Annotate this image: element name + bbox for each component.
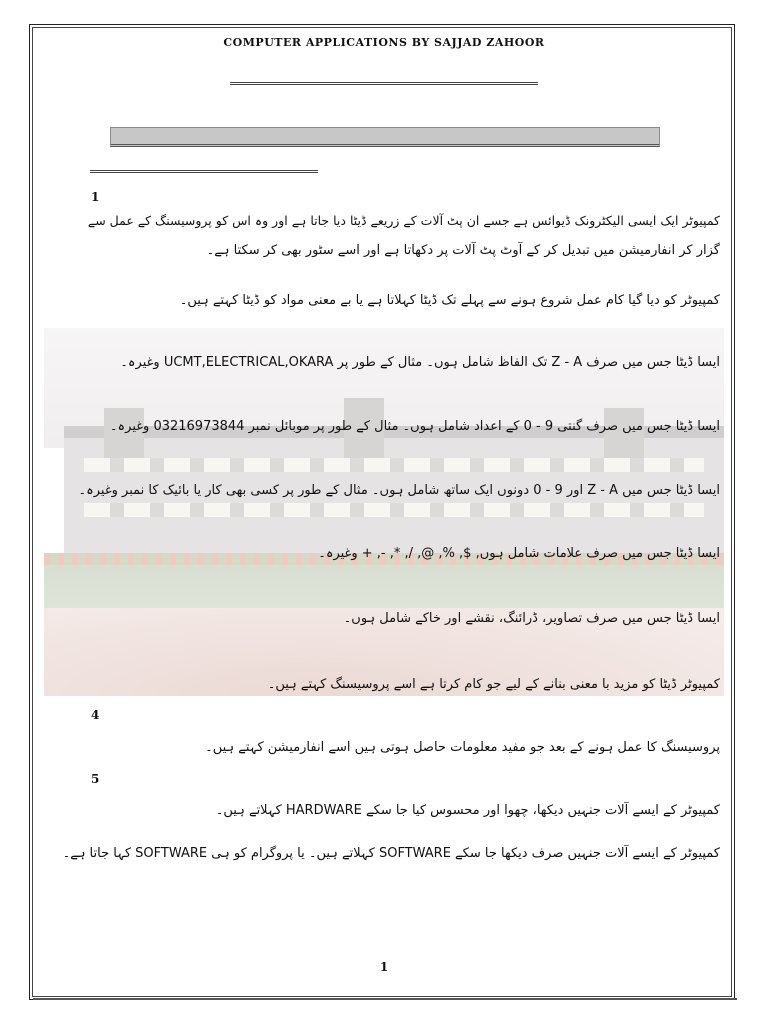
paragraph-line: ایسا ڈیٹا جس میں Z - A اور 9 - 0 دونوں ایک ساتھ شامل ہوں۔ مثال کے طور پر کسی بھی کار یا بائیک کا نمبر وغیرہ۔ <box>78 483 720 498</box>
paragraph-line: پروسیسنگ کا عمل ہونے کے بعد جو مفید معلومات حاصل ہوتی ہیں اسے انفارمیشن کہتے ہیں۔ <box>205 740 720 755</box>
paragraph-line: گزار کر انفارمیشن میں تبدیل کر کے آوٹ پٹ آلات پر دکھاتا ہے اور اسے سٹور بھی کر سکتا ہے۔ <box>206 243 720 258</box>
section-rule <box>90 170 318 173</box>
section-number: 1 <box>91 190 100 204</box>
paragraph-line: ایسا ڈیٹا جس میں صرف گنتی 9 - 0 کے اعداد شامل ہوں۔ مثال کے طور پر موبائل نمبر 03216973844 وغیرہ۔ <box>109 419 720 434</box>
page-border-shadow <box>33 998 737 1000</box>
header-rule <box>230 82 538 85</box>
paragraph-line: کمپیوٹر کے ایسے آلات جنہیں دیکھا، چھوا اور محسوس کیا جا سکے HARDWARE کہلاتے ہیں۔ <box>215 803 720 818</box>
paragraph-line: ایسا ڈیٹا جس میں صرف علامات شامل ہوں, $, %, @, /, *, -, + وغیرہ۔ <box>318 546 720 561</box>
paragraph-line: ایسا ڈیٹا جس میں صرف تصاویر، ڈرائنگ، نقشے اور خاکے شامل ہوں۔ <box>343 611 720 626</box>
section-number: 5 <box>91 772 100 786</box>
paragraph-line: کمپیوٹر کو دیا گیا کام عمل شروع ہونے سے پہلے تک ڈیٹا کہلاتا ہے یا بے معنی مواد کو ڈیٹا کہتے ہیں۔ <box>179 293 720 308</box>
page-number: 1 <box>379 960 389 974</box>
paragraph-line: ایسا ڈیٹا جس میں صرف Z - A تک الفاظ شامل ہوں۔ مثال کے طور پر UCMT,ELECTRICAL,OKARA وغیرہ۔ <box>120 355 720 370</box>
paragraph-line: کمپیوٹر کے ایسے آلات جنہیں صرف دیکھا جا سکے SOFTWARE کہلاتے ہیں۔ یا پروگرام کو ہی SOFTWARE کہا جاتا ہے۔ <box>62 846 720 861</box>
page-header: COMPUTER APPLICATIONS BY SAJJAD ZAHOOR <box>223 36 545 49</box>
title-bar <box>110 127 660 147</box>
paragraph-line: کمپیوٹر ڈیٹا کو مزید با معنی بنانے کے لیے جو کام کرتا ہے اسے پروسیسنگ کہتے ہیں۔ <box>267 677 720 692</box>
paragraph-line: کمپیوٹر ایک ایسی الیکٹرونک ڈیوائس ہے جسے ان پٹ آلات کے زریعے ڈیٹا دیا جاتا ہے اور وہ اس کو پروسیسنگ کے عمل سے <box>87 213 720 228</box>
section-number: 4 <box>91 708 100 722</box>
background-building-photo <box>44 328 724 696</box>
